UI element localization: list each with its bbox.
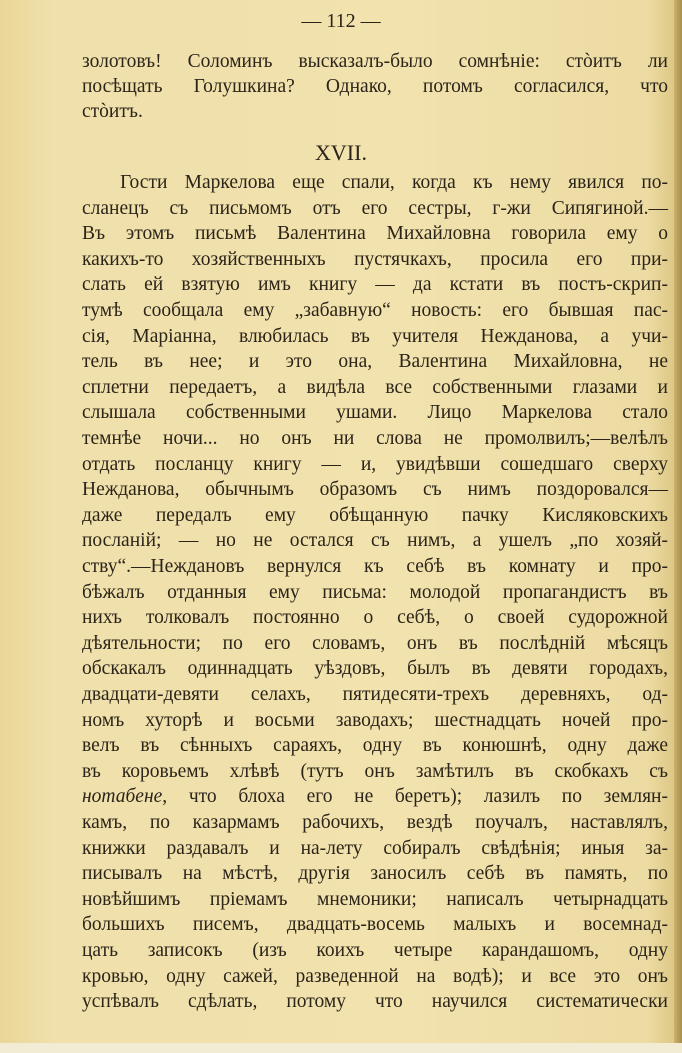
text-line: писывалъ на мѣстѣ, другія заносилъ себѣ въ память, по — [82, 863, 668, 885]
text-line: стòитъ. — [82, 101, 143, 122]
text-line: дѣятельности; по его словамъ, онъ въ послѣдній мѣсяцъ — [82, 632, 668, 654]
text-line: посѣщать Голушкина? Однако, потомъ согласился, что — [82, 76, 668, 97]
text-line: обскакалъ одиннадцать уѣздовъ, былъ въ девяти городахъ, — [82, 658, 668, 680]
text-line: сія, Маріанна, влюбилась въ учителя Нежданова, а учи- — [82, 325, 668, 347]
text-line — [82, 785, 668, 809]
text-line: номъ хуторѣ и восьми заводахъ; шестнадцать ночей про- — [82, 709, 668, 731]
text-line: Въ этомъ письмѣ Валентина Михайловна говорила ему о — [82, 223, 668, 245]
text-line: какихъ-то хозяйственныхъ пустячкахъ, просила его при- — [82, 248, 668, 270]
line-text: , что блоха его не беретъ); лазилъ по землян- — [162, 786, 668, 808]
page-number: — 112 — — [301, 10, 381, 32]
text-line: въ коровьемъ хлѣвѣ (тутъ онъ замѣтилъ въ скобкахъ съ — [82, 760, 668, 782]
italic-word: нотабене — [82, 786, 163, 808]
text-line: ству“.—Неждановъ вернулся къ себѣ въ комнату и про- — [82, 556, 668, 577]
text-line: сланецъ съ письмомъ отъ его сестры, г-жи Сипягиной.— — [82, 197, 668, 219]
text-line: новѣйшимъ пріемамъ мнемоники; написалъ четырнадцать — [82, 888, 668, 910]
text-line: Гости Маркелова еще спали, когда къ нему явился по- — [120, 172, 668, 193]
text-line: книжки раздавалъ и на-лету собиралъ свѣдѣнія; иныя за- — [82, 837, 668, 859]
text-line: даже передалъ ему обѣщанную пачку Кисляковскихъ — [82, 504, 668, 526]
text-line: слышала собственными ушами. Лицо Маркелова стало — [82, 402, 668, 424]
page-bottom-margin — [0, 1043, 682, 1053]
text-line: отдать посланцу книгу — и, увидѣвши сошедшаго сверху — [82, 453, 668, 475]
text-line: Нежданова, обычнымъ образомъ съ нимъ поздоровался— — [82, 479, 668, 501]
text-line: тель въ нее; и это она, Валентина Михайловна, не — [82, 351, 668, 373]
text-line: нихъ толковалъ постоянно о себѣ, о своей судорожной — [82, 607, 668, 629]
text-line: двадцати-девяти селахъ, пятидесяти-трехъ деревняхъ, од- — [82, 684, 668, 705]
text-line: сплетни передаетъ, а видѣла все собственными глазами и — [82, 376, 668, 398]
text-line: велъ въ сѣнныхъ сараяхъ, одну въ конюшнѣ, одну даже — [82, 735, 668, 757]
text-line: посланій; — но не остался съ нимъ, а ушелъ „по хозяй- — [82, 530, 668, 552]
text-line: темнѣе ночи... но онъ ни слова не промолвилъ;—велѣлъ — [82, 428, 668, 449]
text-line: большихъ писемъ, двадцать-восемь малыхъ и восемнад- — [82, 914, 668, 936]
text-line: тумѣ сообщала ему „забавную“ новость: его бывшая пас- — [82, 300, 668, 321]
text-line: слать ей взятую имъ книгу — да кстати въ постъ-скрип- — [82, 274, 668, 296]
text-line: цать записокъ (изъ коихъ четыре карандашомъ, одну — [82, 940, 668, 961]
text-line: кровью, одну сажей, разведенной на водѣ); и все это онъ — [82, 965, 668, 987]
text-line: бѣжалъ отданныя ему письма: молодой пропагандистъ въ — [82, 581, 668, 603]
text-line: золотовъ! Соломинъ высказалъ-было сомнѣніе: стòитъ ли — [82, 51, 668, 72]
text-line: успѣвалъ сдѣлать, потому что научился систематически — [82, 991, 668, 1013]
text-line: камъ, по казармамъ рабочихъ, вездѣ поучалъ, наставлялъ, — [82, 812, 668, 833]
chapter-heading: XVII. — [315, 140, 367, 165]
